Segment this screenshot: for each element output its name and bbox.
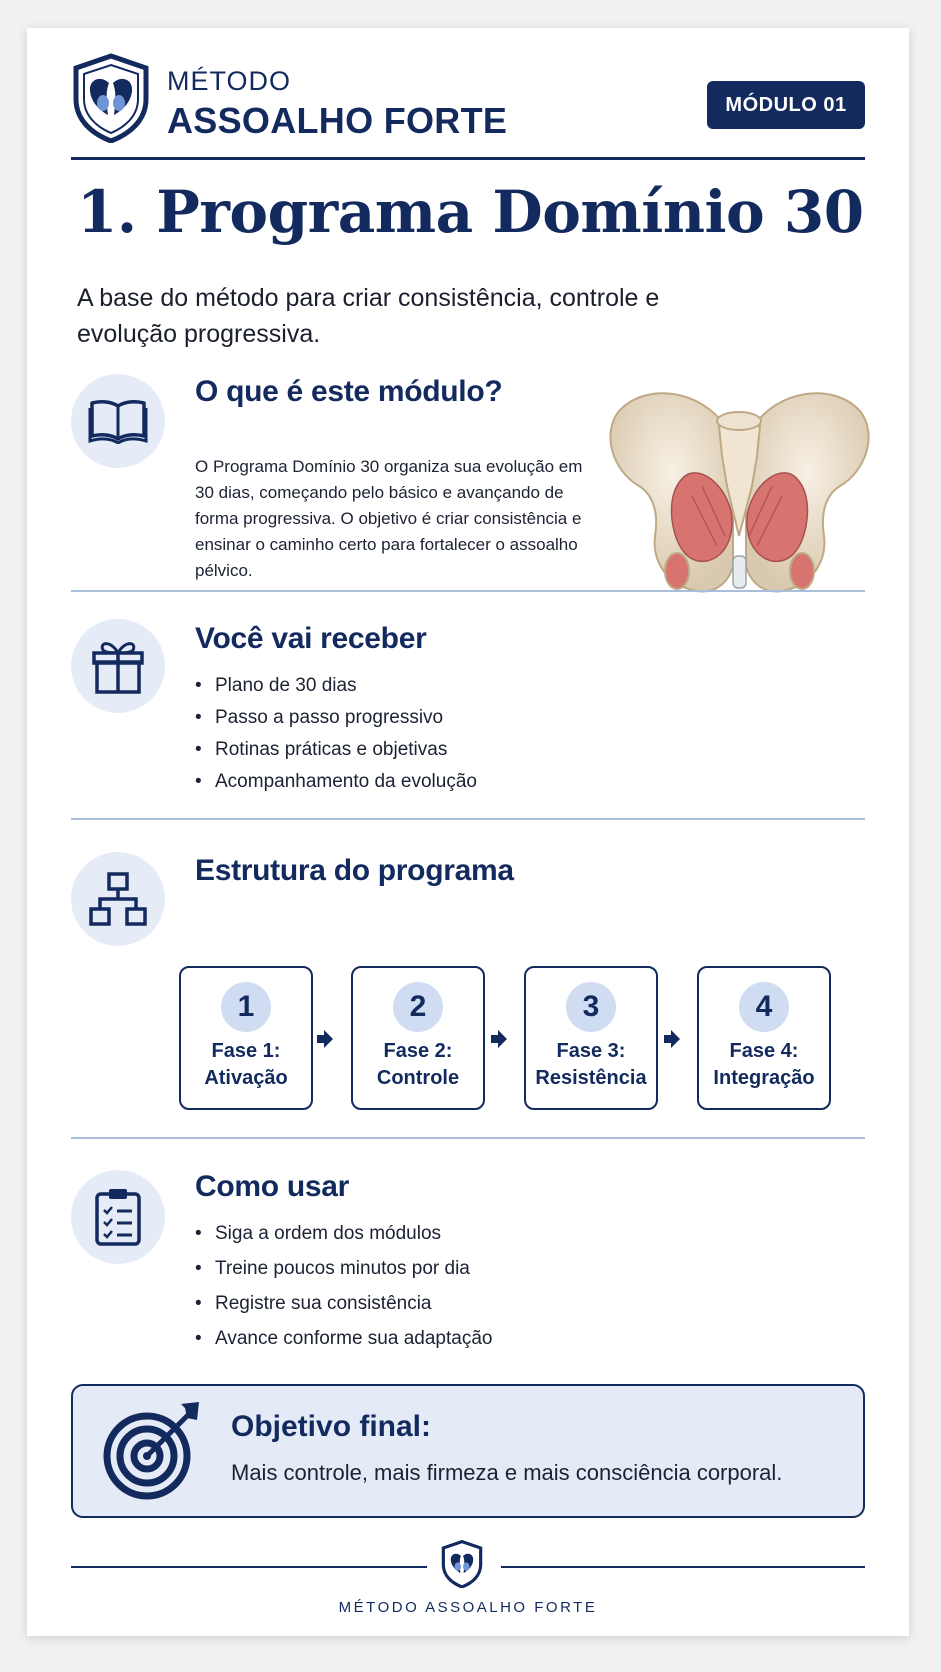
list-item: • Plano de 30 dias bbox=[195, 670, 477, 702]
section-divider bbox=[71, 1137, 865, 1139]
phase-sublabel: Resistência bbox=[535, 1067, 647, 1089]
pelvis-illustration bbox=[607, 386, 872, 596]
brand-name-line2: ASSOALHO FORTE bbox=[167, 100, 508, 141]
phase-sublabel: Ativação bbox=[204, 1067, 288, 1089]
section-divider bbox=[71, 818, 865, 820]
arrow-right-icon bbox=[315, 1028, 335, 1050]
gift-icon bbox=[91, 638, 145, 694]
shield-logo-icon bbox=[440, 1540, 484, 1588]
page-subtitle: A base do método para criar consistência, controle e evolução progressiva. bbox=[77, 284, 660, 348]
open-book-icon bbox=[88, 398, 148, 444]
phase-number: 3 bbox=[566, 982, 616, 1032]
list-item: • Rotinas práticas e objetivas bbox=[195, 734, 477, 766]
phase-sublabel: Controle bbox=[376, 1067, 460, 1089]
arrow-right-icon bbox=[489, 1028, 509, 1050]
phase-number: 4 bbox=[739, 982, 789, 1032]
page-title: 1. Programa Domínio 30 bbox=[77, 178, 864, 246]
phase-number: 1 bbox=[221, 982, 271, 1032]
footer-line-right bbox=[501, 1566, 865, 1568]
hierarchy-icon bbox=[89, 870, 147, 928]
receive-icon-circle bbox=[71, 619, 165, 713]
receive-list bbox=[195, 670, 477, 798]
phase-sublabel: Integração bbox=[713, 1067, 815, 1089]
list-item: • Avance conforme sua adaptação bbox=[195, 1321, 492, 1356]
phase-number: 2 bbox=[393, 982, 443, 1032]
goal-text: Mais controle, mais firmeza e mais consciência corporal. bbox=[231, 1460, 783, 1485]
receive-section-title: Você vai receber bbox=[195, 622, 427, 655]
list-item: • Passo a passo progressivo bbox=[195, 702, 477, 734]
clipboard-checklist-icon bbox=[94, 1187, 142, 1247]
structure-icon-circle bbox=[71, 852, 165, 946]
list-item: • Treine poucos minutos por dia bbox=[195, 1251, 492, 1286]
footer-brand-text: MÉTODO ASSOALHO FORTE bbox=[338, 1599, 598, 1616]
phase-card-4 bbox=[697, 966, 831, 1110]
usage-section-title: Como usar bbox=[195, 1170, 349, 1203]
about-section-text: O Programa Domínio 30 organiza sua evolução em 30 dias, começando pelo básico e avançando de forma progressiva. O objetivo é criar consistência e ensinar o caminho certo para fortalecer o assoalho pélvico. bbox=[195, 457, 583, 580]
about-icon-circle bbox=[71, 374, 165, 468]
brand-name-line1: MÉTODO bbox=[167, 66, 292, 96]
section-divider bbox=[71, 590, 865, 592]
module-badge: MÓDULO 01 bbox=[707, 81, 865, 129]
arrow-right-icon bbox=[662, 1028, 682, 1050]
phase-label: Fase 1: bbox=[211, 1040, 281, 1062]
shield-logo-icon bbox=[71, 53, 151, 143]
phase-label: Fase 3: bbox=[556, 1040, 626, 1062]
structure-section-title: Estrutura do programa bbox=[195, 854, 514, 887]
phase-label: Fase 2: bbox=[383, 1040, 453, 1062]
footer-line-left bbox=[71, 1566, 427, 1568]
goal-title: Objetivo final: bbox=[231, 1410, 432, 1443]
phase-card-3 bbox=[524, 966, 658, 1110]
page-card bbox=[27, 28, 909, 1636]
phase-card-2 bbox=[351, 966, 485, 1110]
about-section-title: O que é este módulo? bbox=[195, 375, 503, 408]
phase-card-1 bbox=[179, 966, 313, 1110]
phase-label: Fase 4: bbox=[729, 1040, 799, 1062]
target-arrow-icon bbox=[101, 1398, 205, 1502]
usage-icon-circle bbox=[71, 1170, 165, 1264]
usage-list bbox=[195, 1216, 492, 1356]
goal-box bbox=[71, 1384, 865, 1518]
list-item: • Siga a ordem dos módulos bbox=[195, 1216, 492, 1251]
list-item: • Registre sua consistência bbox=[195, 1286, 492, 1321]
header-divider bbox=[71, 157, 865, 160]
list-item: • Acompanhamento da evolução bbox=[195, 766, 477, 798]
